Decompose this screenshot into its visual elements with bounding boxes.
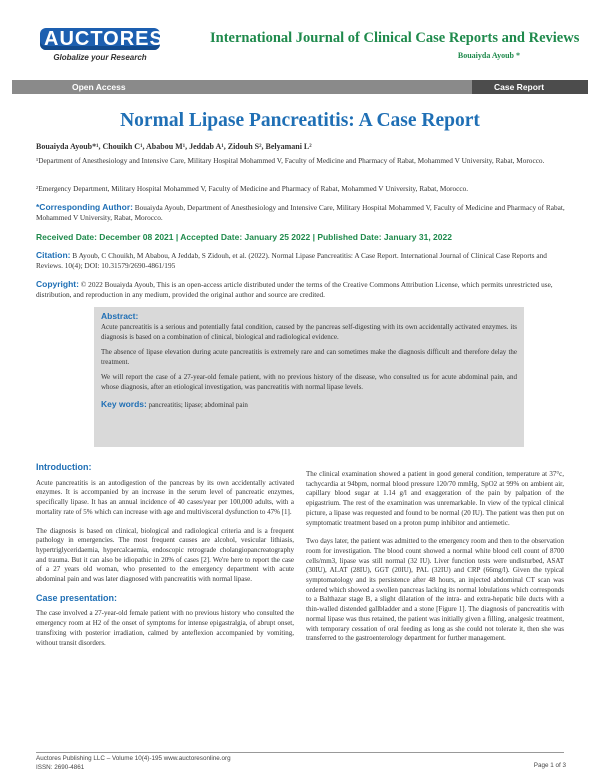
corresponding-author-label: *Corresponding Author: (36, 202, 133, 212)
footer-volume-line: Auctores Publishing LLC – Volume 10(4)-195 www.auctoresonline.org (36, 755, 231, 762)
citation-text: B Ayoub, C Chouikh, M Ababou, A Jeddab, S Zidouh, et al. (2022). Normal Lipase Pancreatitis: A Case Report. International Journal of Clinical Case Reports and Reviews. 10(4); DOI: 10.31579/2690-4861/195 (36, 251, 547, 271)
article-type-label: Case Report (494, 82, 545, 92)
citation-label: Citation: (36, 250, 71, 260)
abstract-box (94, 307, 524, 447)
article-title: Normal Lipase Pancreatitis: A Case Report (120, 110, 480, 131)
article-type-bar (472, 80, 588, 94)
affiliation-1: ¹Department of Anesthesiology and Intensive Care, Military Hospital Mohammed V, Faculty of Medicine and Pharmacy of Rabat, Mohammed V University, Rabat, Morocco. (36, 156, 545, 165)
introduction-paragraph-1: Acute pancreatitis is an autodigestion of the pancreas by its own accidentally activated enzymes. It is accompanied by an increase in the serum level of pancreatic enzymes, specifically lipase. It has an annual incidence of 40 cases/year per 100,000 adults, with a mortality rate of 5% which can increase with age and multivisceral dysfunction to 47% [1]. (36, 478, 294, 516)
right-column (306, 470, 564, 653)
abstract-title: Abstract: (101, 311, 139, 321)
keywords (101, 399, 517, 409)
keywords-label: Key words: (101, 398, 147, 409)
left-column (36, 463, 294, 657)
logo-tagline: Globalize your Research (53, 53, 147, 62)
publisher-logo (40, 28, 164, 62)
case-paragraph-1: The case involved a 27-year-old female patient with no previous history who consulted the emergency room at H2 of the onset of symptoms for intense epigastralgia, of abrupt onset, transfixing with posterior irradiation, calmed by anteflexion accompanied by vomiting, without transit disorders. (36, 609, 294, 647)
page-header (0, 0, 600, 80)
open-access-label: Open Access (72, 82, 126, 92)
open-access-bar (12, 80, 472, 94)
keywords-text: pancreatitis; lipase; abdominal pain (148, 400, 248, 409)
abstract-paragraph-2: The absence of lipase elevation during acute pancreatitis is extremely rare and can sometimes make the diagnosis difficult and therefore delay the treatment. (101, 348, 517, 366)
copyright-label: Copyright: (36, 279, 79, 289)
article-dates: Received Date: December 08 2021 | Accepted Date: January 25 2022 | Published Date: January 31, 2022 (36, 232, 452, 242)
copyright (36, 279, 566, 301)
citation (36, 250, 566, 272)
copyright-text: © 2022 Bouaiyda Ayoub, This is an open-access article distributed under the terms of the Creative Commons Attribution License, which permits unrestricted use, distribution, and reproduction in any medium, provided the original author and source are credited. (36, 280, 553, 300)
author-list: Bouaiyda Ayoub*¹, Chouikh C¹, Ababou M¹, Jeddab A¹, Zidouh S², Belyamani L² (36, 142, 312, 151)
footer-issn: ISSN: 2690-4861 (36, 764, 85, 771)
case-paragraph-2: The clinical examination showed a patient in good general condition, temperature at 37°c, tachycardia at 94bpm, normal blood pressure 120/70 mmHg, SpO2 at 99% on ambient air, capillary blood sugar at 1.14 g/l and exaggeration of the pain by palpation of the epigastrium. The rest of the examination was unremarkable. In view of the typical clinical picture, a lipase was requested and found to be normal (20 IU). The patient was then put on symptomatic treatment based on a proton pump inhibitor and antiemetic. (306, 470, 564, 527)
introduction-heading: Introduction: (36, 462, 92, 472)
logo-wordmark: AUCTORES (40, 28, 160, 50)
page-number: Page 1 of 3 (533, 762, 566, 769)
abstract-paragraph-1: Acute pancreatitis is a serious and potentially fatal condition, caused by the pancreas self-digesting with its own accidentally activated enzymes. its diagnosis is based on a combination of clinical, biological and radiological evidence. (101, 323, 517, 341)
journal-title: International Journal of Clinical Case Reports and Reviews (210, 30, 580, 46)
corresponding-author (36, 202, 566, 224)
introduction-paragraph-2: The diagnosis is based on clinical, biological and radiological criteria and is a frequent pathology in emergencies. The most frequent causes are alcohol, vesicular lithiasis, hypertriglyceridaemia, hypercalcaemia, endoscopic retrograde cholangiopancreatography and trauma. But it can also be idiopathic in 20% of cases [2]. We're here to report the case of a 27 years old woman, who presented to the emergency department with acute abdominal pain and was later diagnosed with pancreatitis with normal lipase. (36, 526, 294, 584)
case-paragraph-3: Two days later, the patient was admitted to the emergency room and then to the observation room for investigation. The blood count showed a normal white blood cell count of 8700 cells/mm3, lipase was still normal (32 IU). Liver function tests were undisturbed, ASAT (30IU), ALAT (28IU), GGT (20IU), PAL (32IU) and CRP (66mg/l). Given the typical symptomatology and its persistence after 48 hours, an injected abdominal CT scan was ordered which showed a swollen pancreas lacking its normal lobulations which corresponds to a Balthazar stage B, a slight dilatation of the intra- and extra-hepatic bile ducts with a thin-walled distended gallbladder and a stone [Figure 1]. The diagnosis of pancreatitis with normal lipase was thus retained, the patient was initially given a filling, analgesic treatment, with temporary cessation of oral feeding as long as she could not tolerate it, then she was transferred to the gastroenterology department for further management. (306, 537, 564, 643)
access-band (0, 80, 600, 94)
footer-publisher (36, 754, 231, 772)
journal-author: Bouaiyda Ayoub * (457, 51, 520, 60)
footer-divider (36, 752, 564, 753)
affiliation-2: ²Emergency Department, Military Hospital Mohammed V, Faculty of Medicine and Pharmacy of Rabat, Mohammed V University, Rabat, Morocco. (36, 184, 469, 193)
corresponding-author-text: Bouaiyda Ayoub, Department of Anesthesiology and Intensive Care, Military Hospital Mohammed V, Faculty of Medicine and Pharmacy of Rabat, Mohammed V University, Rabat, Morocco. (36, 203, 565, 223)
case-presentation-heading: Case presentation: (36, 592, 118, 603)
abstract-paragraph-3: We will report the case of a 27-year-old female patient, with no previous history of the disease, who consulted us for acute abdominal pain, and whose diagnosis, after an etiological investigation, was pancreatitis with normal lipase levels. (101, 373, 517, 391)
